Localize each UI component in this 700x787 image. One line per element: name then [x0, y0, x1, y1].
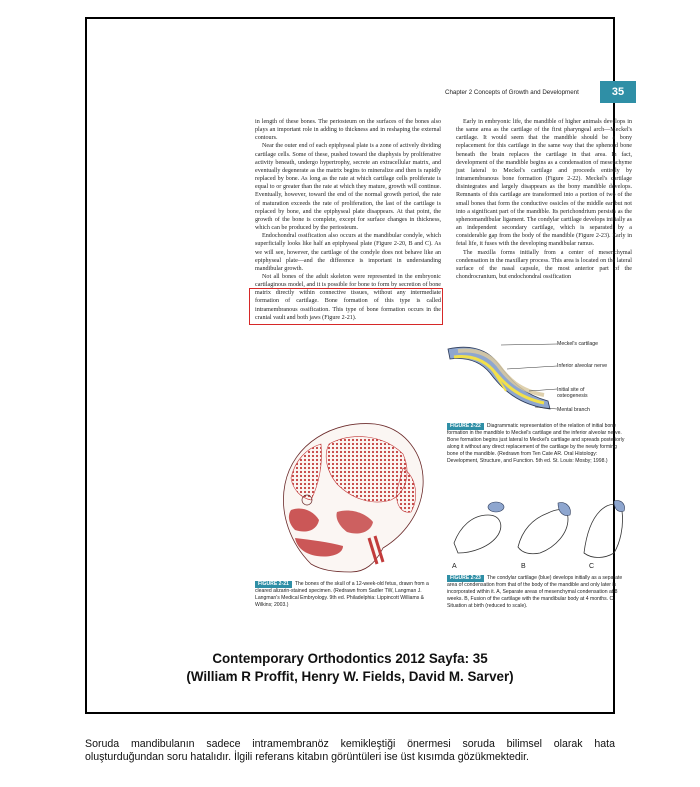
- figure-2-23-illustration: [444, 493, 630, 569]
- label-meckels-cartilage: Meckel's cartilage: [557, 341, 599, 347]
- label-initial-osteogenesis: Initial site of osteogenesis: [557, 387, 588, 399]
- paragraph: Near the outer end of each epiphyseal plate is a zone of actively dividing cartilage cells. Some of these, pushed toward the diaphysis by proliferative activity beneath, undergo hypertrophy, secrete an extracellular matrix, and eventually degenerate as the matrix begins to mineralize and then is rapidly replaced by bone. As long as the rate at which cartilage cells proliferate is equal to or greater than the rate at which they mature, growth will continue. Eventually, however, toward the end of the normal growth period, the rate of maturation exceeds the rate of proliferation, the last of the cartilage is replaced by bone, and the epiphyseal plate disappears. At that point, the growth of the bone is complete, except for surface changes in thickness, which can be produced by the periosteum.: [255, 143, 441, 232]
- panel-c-mandible: [584, 504, 623, 557]
- panel-a-condyle: [488, 502, 504, 512]
- paragraph: The maxilla forms initially from a center of mesenchymal condensation in the maxillary process. This area is located on the lateral surface of the nasal capsule, the most anterior part of the chondrocranium, but endochondral ossification: [456, 249, 632, 280]
- panel-label-c: C: [589, 563, 595, 570]
- highlighted-paragraph: Endochondral ossification also occurs at the mandibular condyle, which superficially looks like half an epiphyseal plate (Figure 2-20, B and C). As we will see, however, the cartilage of the condyle does not behave like an epiphyseal plate—and the difference is important in understanding mandibular growth.: [255, 233, 441, 272]
- figure-2-21-caption: FIGURE 2-21 The bones of the skull of a 12-week-old fetus, drawn from a cleared alizarin-stained specimen. (Redrawn from Sadler TW, Langman J. Langman's Medical Embryology. 9th ed. Philadelphia: Lippincott Williams & Wilkins; 2003.): [255, 581, 429, 608]
- figure-tag: FIGURE 2-22: [447, 423, 484, 430]
- paragraph: Not all bones of the adult skeleton were represented in the embryonic cartilaginous model, and it is possible for bone to form by secretion of bone matrix directly within connective tissues, without any intermediate formation of cartilage. Bone formation of this type is called intramembranous ossification. This type of bone formation occurs in the cranial vault and both jaws (Figure 2-21).: [255, 273, 441, 321]
- figure-tag: FIGURE 2-23: [447, 575, 484, 582]
- panel-c-condyle: [614, 501, 625, 512]
- highlight-box: [249, 288, 443, 325]
- panel-b-condyle: [558, 503, 570, 516]
- right-text-column: [456, 118, 632, 281]
- panel-b-mandible: [518, 510, 568, 554]
- label-mental-branch: Mental branch: [557, 407, 590, 413]
- figure-tag: FIGURE 2-21: [255, 581, 292, 588]
- page-number-badge: 35: [600, 81, 636, 103]
- figure-2-21-skull-illustration: [271, 414, 429, 576]
- explanation-note: Soruda mandibulanın sadece intramembranöz kemikleştiği önermesi soruda bilimsel olarak hata oluşturduğundan soru hatalıdır. İlgili referans kitabın görüntüleri ise üst kısımda gözükmektedir.: [85, 738, 615, 763]
- screenshot-frame: [85, 17, 632, 714]
- source-authors: (William R Proffit, Henry W. Fields, David M. Sarver): [186, 669, 514, 684]
- panel-label-b: B: [521, 563, 526, 570]
- figure-2-22-leaders: [499, 343, 559, 411]
- running-head: Chapter 2 Concepts of Growth and Development: [445, 89, 579, 96]
- source-title: Contemporary Orthodontics 2012 Sayfa: 35: [212, 651, 488, 666]
- label-inferior-alveolar-nerve: Inferior alveolar nerve: [557, 363, 608, 369]
- figure-2-23-caption: FIGURE 2-23 The condylar cartilage (blue) develops initially as a separate area of condensation from that of the body of the mandible and only later is incorporated within it. A, Separate areas of mesenchymal condensation at 8 weeks. B, Fusion of the cartilage with the mandibular body at 4 months. C, Situation at birth (reduced to scale).: [447, 575, 623, 609]
- panel-a-mandible: [454, 515, 501, 553]
- paragraph: Early in embryonic life, the mandible of higher animals develops in the same area as the cartilage of the first pharyngeal arch—Meckel's cartilage. It would seem that the mandible should be a bony replacement for this cartilage in the same way that the sphenoid bone beneath the brain replaces the cartilage in that area. In fact, development of the mandible begins as a condensation of mesenchyme just lateral to Meckel's cartilage and proceeds entirely by intramembranous bone formation (Figure 2-22). Meckel's cartilage disintegrates and largely disappears as the bony mandible develops. Remnants of this cartilage are transformed into a portion of two of the small bones that form the conductive ossicles of the middle ear but not into a significant part of the mandible. Its perichondrium persists as the sphenomandibular ligament. The condylar cartilage develops initially as an independent secondary cartilage, which is separated by a considerable gap from the body of the mandible (Figure 2-23). Early in fetal life, it fuses with the developing mandibular ramus.: [456, 119, 632, 248]
- paragraph: in length of these bones. The periosteum on the surfaces of the bones also plays an important role in adding to thickness and in reshaping the external contours.: [255, 119, 441, 142]
- panel-label-a: A: [452, 563, 457, 570]
- book-page: [249, 81, 632, 629]
- figure-2-22-caption: FIGURE 2-22 Diagrammatic representation of the relation of initial bone formation in the mandible to Meckel's cartilage and the inferior alveolar nerve. Bone formation begins just lateral to Meckel's cartilage and spreads posteriorly along it without any direct replacement of the cartilage by the newly forming bone of the mandible. (Redrawn from Ten Cate AR. Oral Histology: Development, Structure, and Function. 5th ed. St. Louis: Mosby; 1998.): [447, 423, 625, 464]
